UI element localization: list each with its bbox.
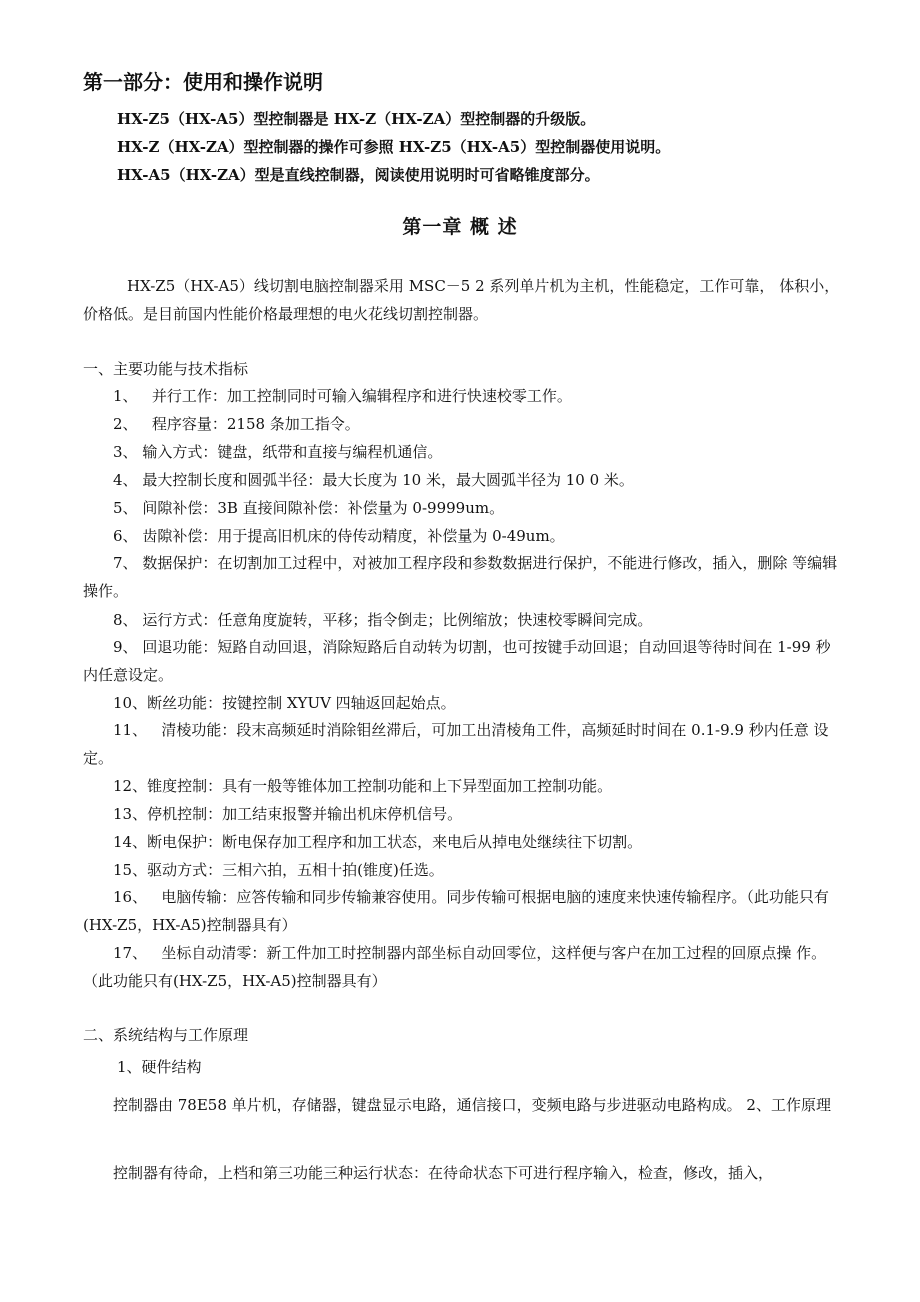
feature-item bbox=[113, 386, 572, 406]
feature-number: 16、 bbox=[113, 888, 148, 906]
feature-number: 2、 bbox=[113, 415, 138, 433]
feature-text: 运行方式：任意角度旋转，平移；指令倒走；比例缩放；快速校零瞬间完成。 bbox=[142, 611, 653, 629]
section-2-title: 二、系统结构与工作原理 bbox=[83, 1026, 249, 1044]
feature-item bbox=[83, 939, 843, 995]
feature-item bbox=[113, 526, 565, 546]
feature-number: 8、 bbox=[113, 611, 138, 629]
overview-paragraph: HX-Z5（HX-A5）线切割电脑控制器采用 MSC－5 2 系列单片机为主机，性能稳定，工作可靠， 体积小，价格低。是目前国内性能价格最理想的电火花线切割控制器。 bbox=[83, 277, 840, 323]
feature-number: 17、 bbox=[113, 944, 148, 962]
intro-line-3: HX-A5（HX-ZA）型是直线控制器，阅读使用说明时可省略锥度部分。 bbox=[117, 166, 600, 184]
feature-text: 输入方式：键盘，纸带和直接与编程机通信。 bbox=[142, 443, 443, 461]
feature-item bbox=[113, 442, 442, 462]
subsection-1-title: 1、硬件结构 bbox=[117, 1058, 202, 1076]
feature-item bbox=[113, 832, 642, 852]
feature-number: 3、 bbox=[113, 443, 138, 461]
feature-item bbox=[83, 716, 843, 772]
feature-number: 4、 bbox=[113, 471, 138, 489]
intro-line-1: HX-Z5（HX-A5）型控制器是 HX-Z（HX-ZA）型控制器的升级版。 bbox=[117, 110, 596, 128]
feature-text: 间隙补偿：3B 直接间隙补偿：补偿量为 0-9999um。 bbox=[142, 499, 505, 517]
feature-text: 坐标自动清零：新工件加工时控制器内部坐标自动回零位，这样便与客户在加工过程的回原点操 作。（此功能只有(HX-Z5，HX-A5)控制器具有） bbox=[83, 944, 827, 990]
feature-number: 5、 bbox=[113, 499, 138, 517]
feature-text: 断电保护：断电保存加工程序和加工状态，来电后从掉电处继续往下切割。 bbox=[147, 833, 643, 851]
feature-number: 14、 bbox=[113, 833, 148, 851]
feature-number: 6、 bbox=[113, 527, 138, 545]
feature-item bbox=[83, 549, 843, 605]
feature-item bbox=[113, 804, 462, 824]
section-1-title: 一、主要功能与技术指标 bbox=[83, 360, 249, 378]
feature-number: 11、 bbox=[113, 721, 148, 739]
feature-number: 12、 bbox=[113, 777, 148, 795]
chapter-title: 第一章 概 述 bbox=[402, 216, 518, 238]
feature-text: 锥度控制：具有一般等锥体加工控制功能和上下异型面加工控制功能。 bbox=[147, 777, 613, 795]
feature-item bbox=[113, 693, 456, 713]
feature-text: 驱动方式：三相六拍，五相十拍(锥度)任选。 bbox=[147, 861, 444, 879]
feature-number: 7、 bbox=[113, 554, 138, 572]
feature-item bbox=[83, 633, 843, 689]
feature-text: 电脑传输：应答传输和同步传输兼容使用。同步传输可根据电脑的速度来快速传输程序。（此功能只有(HX-Z5，HX-A5)控制器具有） bbox=[83, 888, 829, 934]
feature-text: 断丝功能：按键控制 XYUV 四轴返回起始点。 bbox=[147, 694, 456, 712]
feature-number: 15、 bbox=[113, 861, 148, 879]
principle-paragraph: 控制器有待命，上档和第三功能三种运行状态：在待命状态下可进行程序输入，检查，修改，插入， bbox=[113, 1164, 774, 1182]
feature-item bbox=[83, 883, 843, 939]
feature-text: 清棱功能：段末高频延时消除钼丝滞后，可加工出清棱角工件，高频延时时间在 0.1-9.9 秒内任意 设定。 bbox=[83, 721, 829, 767]
feature-text: 回退功能：短路自动回退，消除短路后自动转为切割，也可按键手动回退；自动回退等待时间在 1-99 秒内任意设定。 bbox=[83, 638, 831, 684]
feature-text: 停机控制：加工结束报警并输出机床停机信号。 bbox=[147, 805, 463, 823]
feature-number: 9、 bbox=[113, 638, 138, 656]
feature-item bbox=[113, 860, 444, 880]
feature-text: 并行工作：加工控制同时可输入编辑程序和进行快速校零工作。 bbox=[151, 387, 572, 405]
feature-number: 1、 bbox=[113, 387, 138, 405]
feature-number: 10、 bbox=[113, 694, 148, 712]
feature-number: 13、 bbox=[113, 805, 148, 823]
feature-text: 数据保护：在切割加工过程中，对被加工程序段和参数数据进行保护，不能进行修改，插入，删除 等编辑操作。 bbox=[83, 554, 838, 600]
feature-item bbox=[113, 610, 652, 630]
part-title: 第一部分：使用和操作说明 bbox=[83, 70, 323, 94]
feature-item bbox=[113, 414, 360, 434]
hardware-paragraph: 控制器由 78E58 单片机，存储器，键盘显示电路，通信接口，变频电路与步进驱动电路构成。 2、工作原理 bbox=[113, 1096, 831, 1114]
feature-item bbox=[113, 498, 504, 518]
feature-text: 齿隙补偿：用于提高旧机床的侍传动精度，补偿量为 0-49um。 bbox=[142, 527, 565, 545]
intro-line-2: HX-Z（HX-ZA）型控制器的操作可参照 HX-Z5（HX-A5）型控制器使用说明。 bbox=[117, 138, 671, 156]
feature-item bbox=[113, 470, 634, 490]
feature-item bbox=[113, 776, 612, 796]
feature-text: 最大控制长度和圆弧半径：最大长度为 10 米，最大圆弧半径为 10 0 米。 bbox=[142, 471, 634, 489]
feature-text: 程序容量：2158 条加工指令。 bbox=[151, 415, 360, 433]
